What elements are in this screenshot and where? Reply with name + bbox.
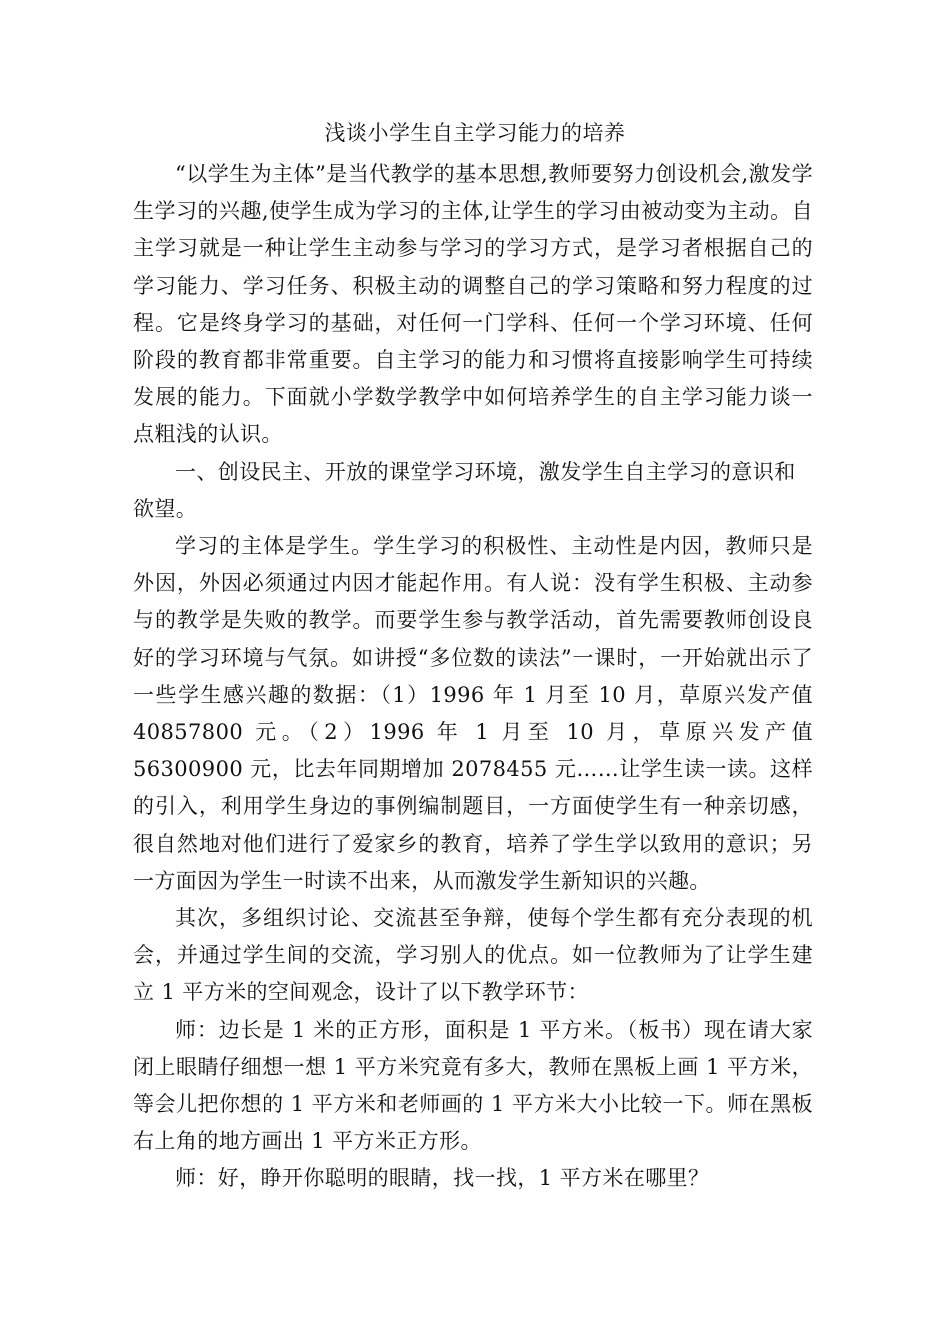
paragraph-teacher-square-meter: 师：边长是 1 米的正方形，面积是 1 平方米。（板书）现在请大家闭上眼睛仔细想一想 1 平方米究竟有多大，教师在黑板上画 1 平方米，等会儿把你想的 1 平方米和老师画的 1 平方米大小比较一下。师在黑板右上角的地方画出 1 平方米正方形。 <box>133 1017 813 1154</box>
paragraph-learning-subject: 学习的主体是学生。学生学习的积极性、主动性是内因，教师只是外因，外因必须通过内因才能起作用。有人说：没有学生积极、主动参与的教学是失败的教学。而要学生参与教学活动，首先需要教师创设良好的学习环境与气氛。如讲授“多位数的读法”一课时，一开始就出示了一些学生感兴趣的数据：（1）1996 年 1 月至 10 月，草原兴发产值 40857800 元。（2）1996 年 1 月至 10 月，草原兴发产值 56300900 元，比去年同期增加 2078455 元……让学生读一读。这样的引入，利用学生身边的事例编制题目，一方面使学生有一种亲切感，很自然地对他们进行了爱家乡的教育，培养了学生学以致用的意识；另一方面因为学生一时读不出来，从而激发学生新知识的兴趣。 <box>133 534 813 893</box>
section-heading-one: 一、创设民主、开放的课堂学习环境，激发学生自主学习的意识和欲望。 <box>133 459 796 521</box>
document-body <box>133 156 813 1198</box>
page-title: 浅谈小学生自主学习能力的培养 <box>324 121 626 145</box>
paragraph-teacher-question: 师：好，睁开你聪明的眼睛，找一找，1 平方米在哪里？ <box>175 1166 710 1191</box>
paragraph-discussion: 其次，多组织讨论、交流甚至争辩，使每个学生都有充分表现的机会，并通过学生间的交流，学习别人的优点。如一位教师为了让学生建立 1 平方米的空间观念，设计了以下教学环节： <box>133 906 813 1005</box>
paragraph-intro: “以学生为主体”是当代教学的基本思想,教师要努力创设机会,激发学生学习的兴趣,使学生成为学习的主体,让学生的学习由被动变为主动。自主学习就是一种让学生主动参与学习的学习方式，是学习者根据自己的学习能力、学习任务、积极主动的调整自己的学习策略和努力程度的过程。它是终身学习的基础，对任何一门学科、任何一个学习环境、任何阶段的教育都非常重要。自主学习的能力和习惯将直接影响学生可持续发展的能力。下面就小学数学教学中如何培养学生的自主学习能力谈一点粗浅的认识。 <box>133 162 813 447</box>
